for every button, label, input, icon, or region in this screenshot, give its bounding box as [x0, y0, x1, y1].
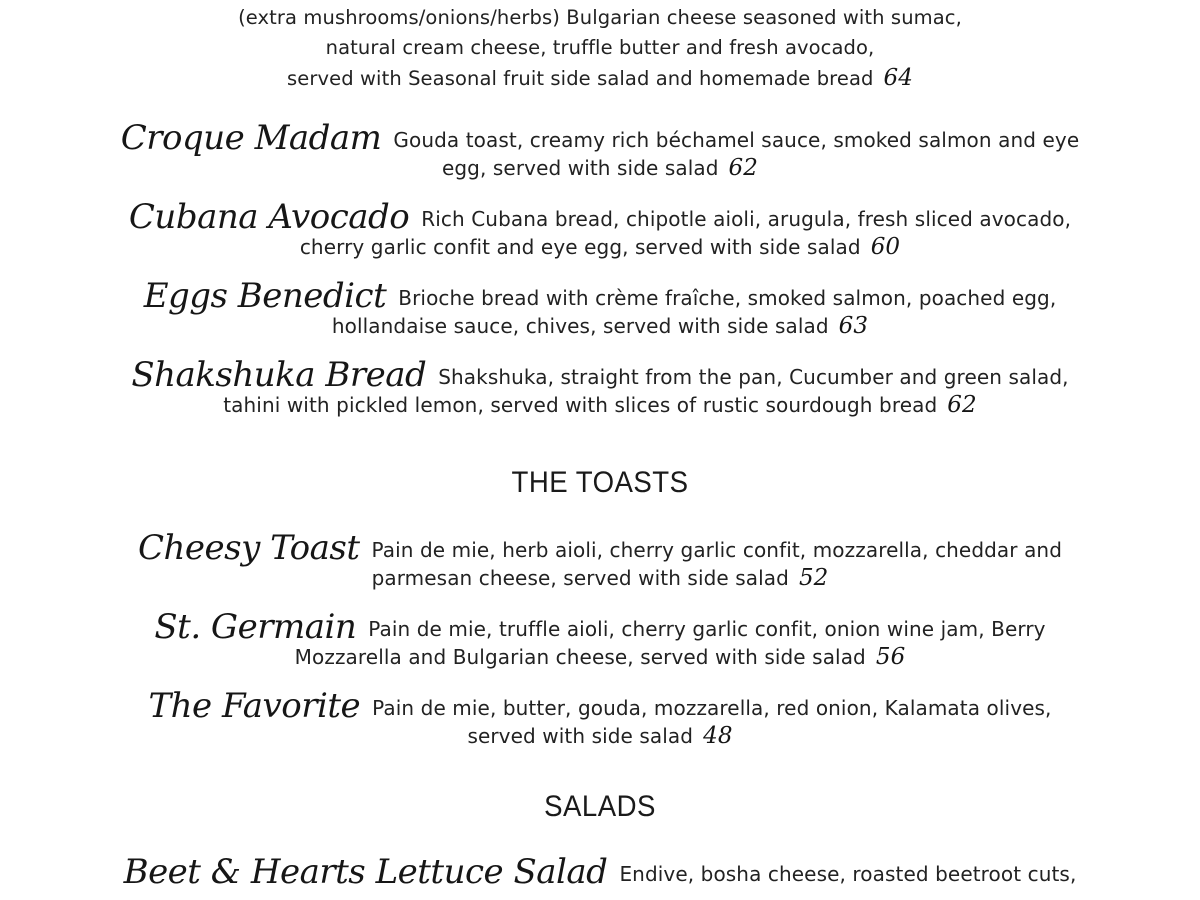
menu-item-eggs-benedict-line-2: [0, 311, 1200, 341]
item-price: 56: [875, 644, 906, 670]
item-description: Pain de mie, truffle aioli, cherry garlic confit, onion wine jam, Berry: [368, 617, 1046, 641]
item-price: 60: [870, 234, 901, 260]
item-description-cont: cherry garlic confit and eye egg, served with side salad: [299, 235, 861, 259]
item-name: Cubana Avocado: [128, 197, 410, 237]
menu-item-croque-madam: [0, 118, 1200, 158]
item-description: Rich Cubana bread, chipotle aioli, arugula, fresh sliced avocado,: [421, 207, 1072, 231]
menu-item-st-germain: [0, 607, 1200, 647]
item-description: Gouda toast, creamy rich béchamel sauce, smoked salmon and eye: [393, 128, 1080, 152]
menu-item-shakshuka-bread-line-2: [0, 390, 1200, 420]
section-title-salads: SALADS: [544, 790, 656, 823]
top-item-line-2: natural cream cheese, truffle butter and fresh avocado,: [325, 36, 875, 59]
menu-item-cubana-avocado: [0, 197, 1200, 237]
item-price: 62: [947, 392, 977, 418]
item-name: Croque Madam: [120, 118, 382, 158]
menu-item-st-germain-line-2: [0, 642, 1200, 672]
menu-item-croque-madam-line-2: [0, 153, 1200, 183]
item-price: 63: [838, 313, 869, 339]
item-description: Pain de mie, butter, gouda, mozzarella, red onion, Kalamata olives,: [372, 696, 1052, 720]
item-description: Endive, bosha cheese, roasted beetroot cuts,: [619, 862, 1077, 886]
item-description: Shakshuka, straight from the pan, Cucumber and green salad,: [438, 365, 1069, 389]
top-item-line-1: (extra mushrooms/onions/herbs) Bulgarian cheese seasoned with sumac,: [238, 6, 962, 29]
menu-item-shakshuka-bread: [0, 355, 1200, 395]
menu-item-the-favorite-line-2: [0, 721, 1200, 751]
item-description-cont: Mozzarella and Bulgarian cheese, served with side salad: [294, 645, 866, 669]
menu-item-cubana-avocado-line-2: [0, 232, 1200, 262]
item-name: The Favorite: [148, 686, 361, 726]
item-price: 62: [728, 155, 759, 181]
top-item-line-3-text: served with Seasonal fruit side salad and homemade bread: [287, 67, 874, 90]
item-description: Pain de mie, herb aioli, cherry garlic confit, mozzarella, cheddar and: [371, 538, 1062, 562]
menu-item-eggs-benedict: [0, 276, 1200, 316]
top-item-line-3: [0, 63, 1200, 94]
item-description-cont: tahini with pickled lemon, served with slices of rustic sourdough bread: [223, 393, 938, 417]
menu-item-the-favorite: [0, 686, 1200, 726]
menu-item-cheesy-toast-line-2: [0, 563, 1200, 593]
item-description: Brioche bread with crème fraîche, smoked salmon, poached egg,: [398, 286, 1057, 310]
item-description-cont: parmesan cheese, served with side salad: [371, 566, 789, 590]
item-description-cont: served with side salad: [467, 724, 694, 748]
item-name: Shakshuka Bread: [131, 355, 427, 395]
top-item-price: 64: [883, 65, 913, 91]
item-name: Cheesy Toast: [137, 528, 360, 568]
item-price: 48: [703, 723, 733, 749]
item-price: 52: [798, 565, 829, 591]
menu-item-beet-hearts-salad: [0, 852, 1200, 892]
item-name: St. Germain: [154, 607, 357, 647]
item-description-cont: egg, served with side salad: [441, 156, 719, 180]
menu-item-cheesy-toast: [0, 528, 1200, 568]
section-title-toasts: THE TOASTS: [511, 466, 689, 499]
item-name: Beet & Hearts Lettuce Salad: [123, 852, 608, 892]
item-description-cont: hollandaise sauce, chives, served with side salad: [331, 314, 829, 338]
item-name: Eggs Benedict: [143, 276, 387, 316]
